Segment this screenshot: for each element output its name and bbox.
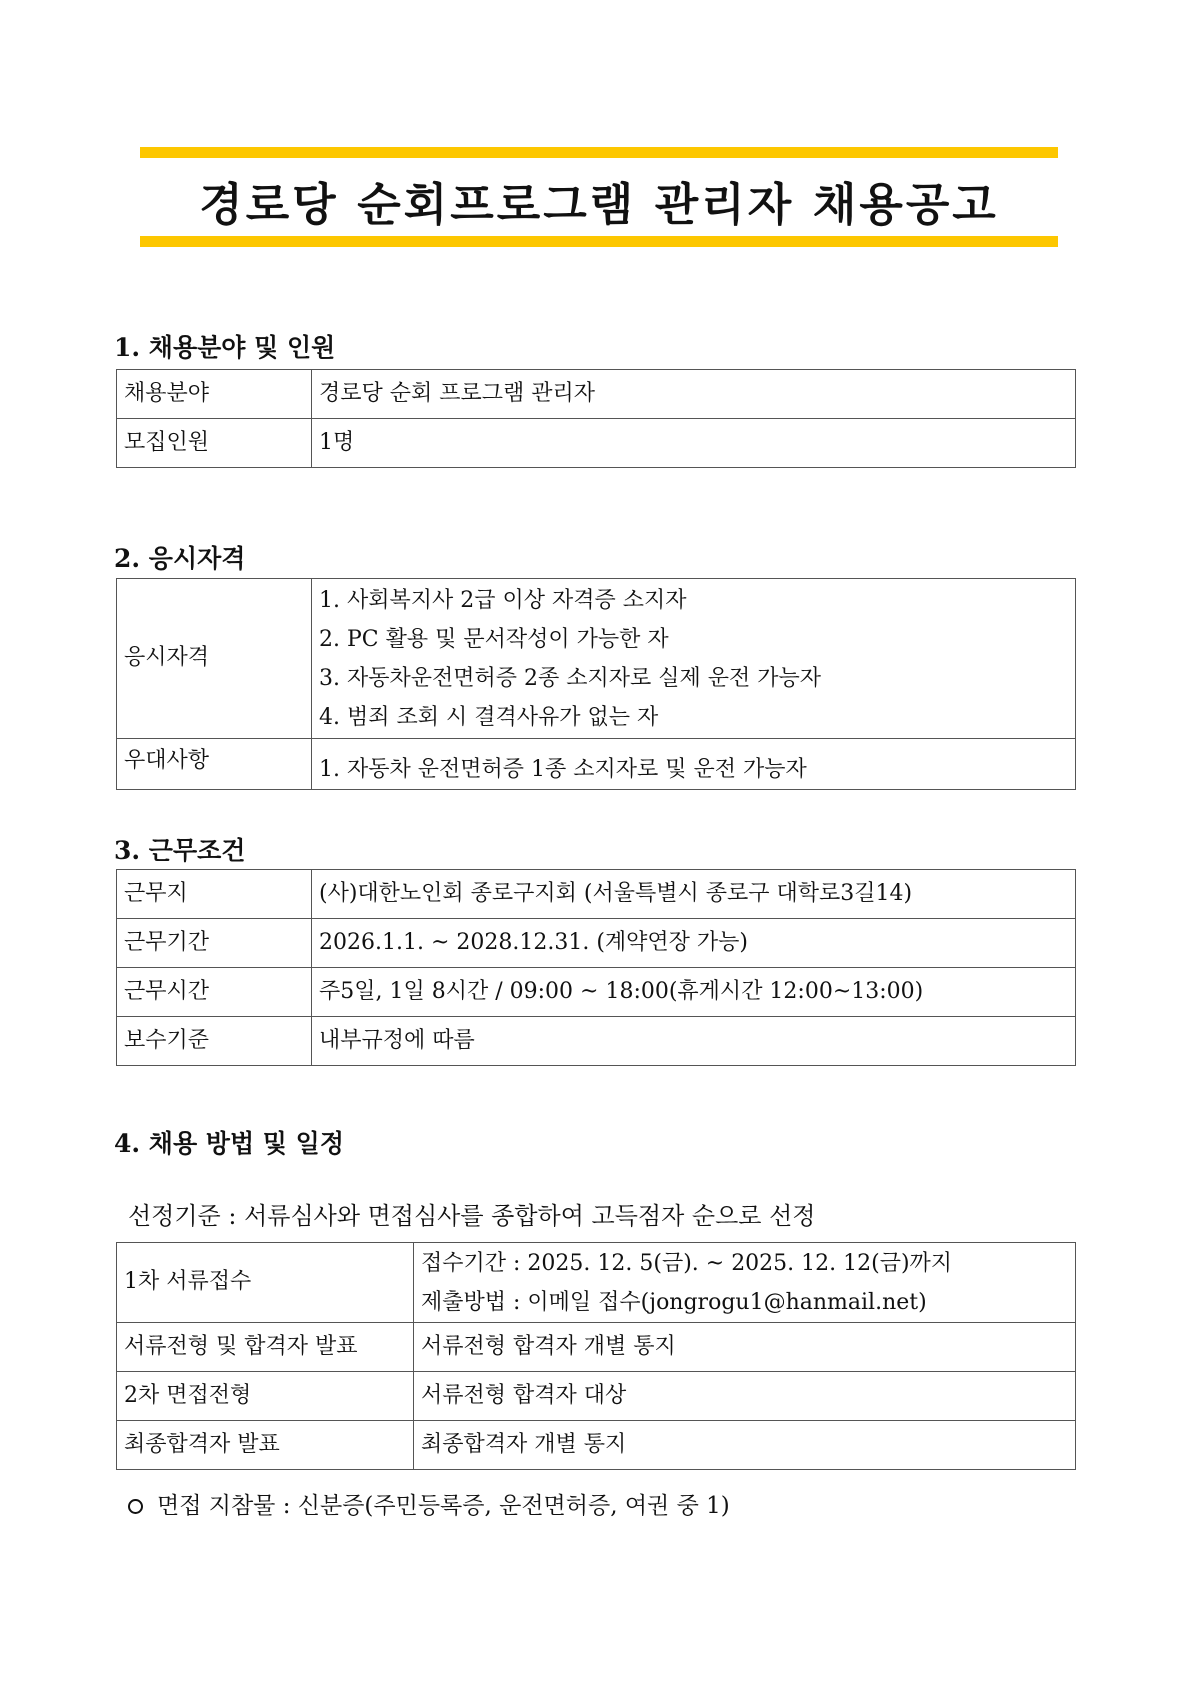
footnote-text: 면접 지참물 : 신분증(주민등록증, 운전면허증, 여권 중 1) [157,1493,730,1519]
row-value: 2026.1.1. ~ 2028.12.31. (계약연장 가능) [312,919,1076,968]
section4-heading: 4. 채용 방법 및 일정 [114,1129,344,1158]
list-item: 접수기간 : 2025. 12. 5(금). ~ 2025. 12. 12(금)까지 [421,1250,953,1276]
row-label: 최종합격자 발표 [117,1421,414,1470]
row-label: 근무시간 [117,968,312,1017]
work-conditions-table [116,869,1076,1066]
title-bottom-bar [140,236,1058,247]
row-value: 1명 [312,419,1076,468]
table-row [117,1243,1076,1323]
table-row [117,1323,1076,1372]
list-item: 3. 자동차운전면허증 2종 소지자로 실제 운전 가능자 [319,665,821,691]
row-value: 경로당 순회 프로그램 관리자 [312,370,1076,419]
row-value: 최종합격자 개별 통지 [414,1421,1076,1470]
row-label: 우대사항 [117,739,312,790]
interview-items-note [128,1487,730,1520]
row-label: 채용분야 [117,370,312,419]
section3-heading: 3. 근무조건 [114,836,246,865]
list-item: 4. 범죄 조회 시 결격사유가 없는 자 [319,704,659,730]
qualification-list [312,579,1076,739]
table-row [117,370,1076,419]
row-value: 서류전형 합격자 대상 [414,1372,1076,1421]
list-item: 2. PC 활용 및 문서작성이 가능한 자 [319,626,669,652]
row-label: 보수기준 [117,1017,312,1066]
section2-heading: 2. 응시자격 [114,544,246,573]
hollow-circle-bullet-icon [128,1499,143,1514]
row-label: 서류전형 및 합격자 발표 [117,1323,414,1372]
table-row [117,968,1076,1017]
table-row [117,1372,1076,1421]
qualification-table [116,578,1076,790]
row-value: 주5일, 1일 8시간 / 09:00 ~ 18:00(휴게시간 12:00~13:00) [312,968,1076,1017]
table-row [117,739,1076,790]
row-value: 내부규정에 따름 [312,1017,1076,1066]
row-label: 모집인원 [117,419,312,468]
row-label: 근무기간 [117,919,312,968]
row-label: 1차 서류접수 [117,1243,414,1323]
row-label: 응시자격 [117,579,312,739]
list-item: 제출방법 : 이메일 접수(jongrogu1@hanmail.net) [421,1289,927,1315]
table-row [117,1421,1076,1470]
section1-heading: 1. 채용분야 및 인원 [114,333,336,362]
recruitment-table [116,369,1076,468]
schedule-table [116,1242,1076,1470]
table-row [117,579,1076,739]
row-label: 근무지 [117,870,312,919]
preference-value: 1. 자동차 운전면허증 1종 소지자로 및 운전 가능자 [312,739,1076,790]
row-value [414,1243,1076,1323]
page-title: 경로당 순회프로그램 관리자 채용공고 [199,178,999,231]
table-row [117,419,1076,468]
table-row [117,919,1076,968]
table-row [117,870,1076,919]
row-label: 2차 면접전형 [117,1372,414,1421]
table-row [117,1017,1076,1066]
title-top-bar [140,147,1058,158]
list-item: 1. 사회복지사 2급 이상 자격증 소지자 [319,587,687,613]
selection-criteria: 선정기준 : 서류심사와 면접심사를 종합하여 고득점자 순으로 선정 [128,1202,816,1230]
row-value: (사)대한노인회 종로구지회 (서울특별시 종로구 대학로3길14) [312,870,1076,919]
row-value: 서류전형 합격자 개별 통지 [414,1323,1076,1372]
